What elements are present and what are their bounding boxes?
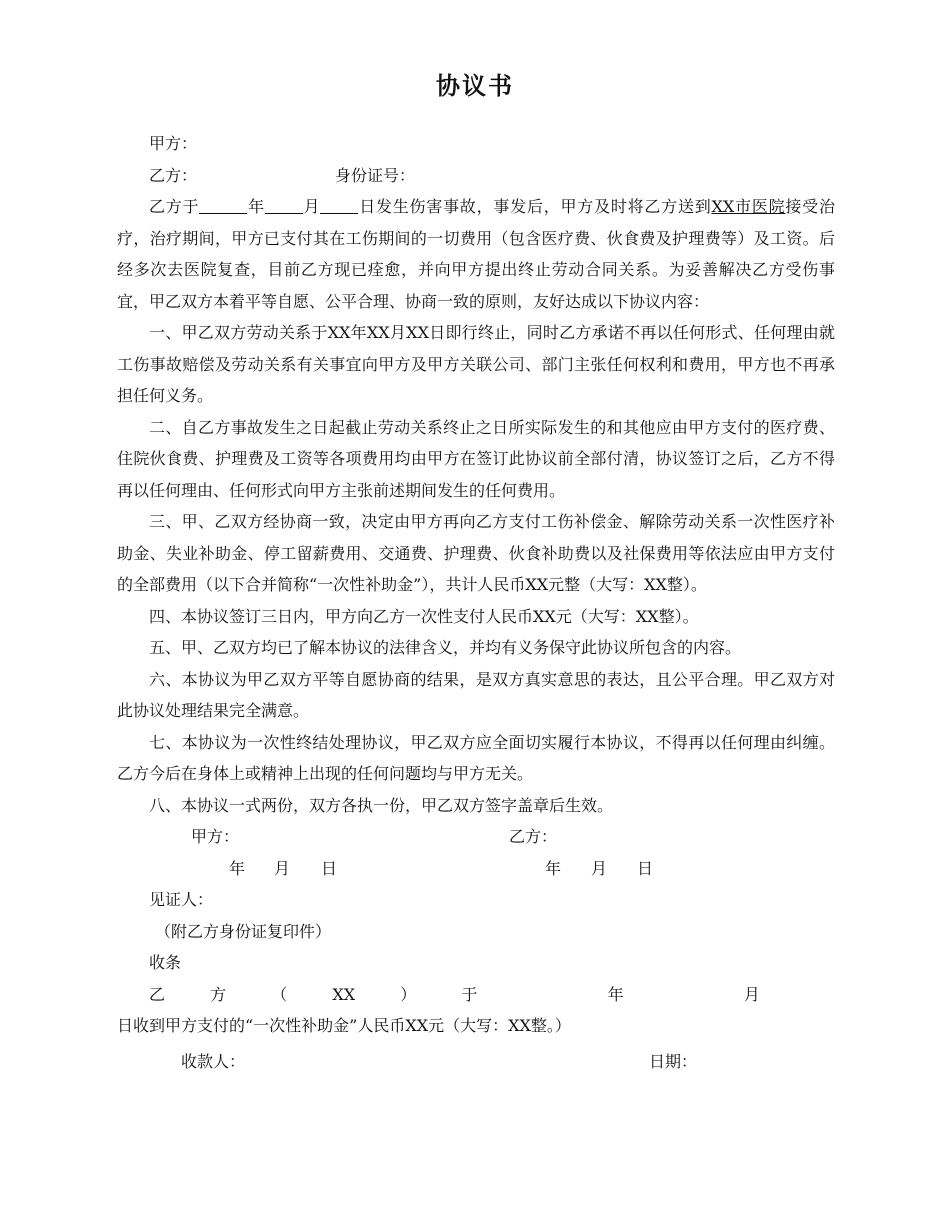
intro-paragraph (117, 191, 835, 317)
blank-day (320, 197, 358, 214)
signature-party-b: 乙方： (509, 827, 558, 846)
party-a-line (117, 128, 835, 160)
receipt-sign-row (117, 1046, 835, 1078)
clause-5: 五、甲、乙双方均已了解本协议的法律含义，并均有义务保守此协议所包含的内容。 (149, 638, 742, 657)
sign-b-year: 年 (545, 858, 562, 878)
attachment-note: （附乙方身份证复印件） (155, 921, 332, 941)
signature-parties-row (117, 821, 835, 853)
witness-line (117, 884, 835, 916)
clause-1: 一、甲乙双方劳动关系于XX年XX月XX日即行终止，同时乙方承诺不再以任何形式、任何理由就工伤事故赔偿及劳动关系有关事宜向甲方及甲方关联公司、部门主张任何权利和费用，甲方也不再承担任何义务。 (117, 323, 835, 405)
intro-month: 月 (302, 197, 321, 216)
party-b-line (117, 160, 835, 192)
clause-8: 八、本协议一式两份，双方各执一份，甲乙双方签字盖章后生效。 (149, 795, 614, 815)
clause-4: 四、本协议签订三日内，甲方向乙方一次性支付人民币XX元（大写：XX整）。 (149, 606, 699, 626)
receipt-prefix: 乙方（XX）于 (149, 984, 523, 1004)
document-body (117, 128, 835, 1077)
clause-2: 二、自乙方事故发生之日起截止劳动关系终止之日所实际发生的和其他应由甲方支付的医疗费、住院伙食费、护理费及工资等各项费用均由甲方在签订此协议前全部付清，协议签订之后，乙方不得再以任何理由、任何形式向甲方主张前述期间发生的任何费用。 (117, 417, 835, 500)
signature-party-a: 甲方： (191, 827, 240, 846)
clause-3: 三、甲、乙双方经协商一致，决定由甲方再向乙方支付工伤补偿金、解除劳动关系一次性医疗补助金、失业补助金、停工留薪费用、交通费、护理费、伙食补助费以及社保费用等依法应由甲方支付的全部费用（以下合并简称“一次性补助金”），共计人民币XX元整（大写：XX整）。 (117, 512, 835, 594)
hospital-name: XX市医院 (711, 197, 786, 216)
blank-month (265, 197, 303, 214)
receipt-title: 收条 (149, 953, 182, 972)
receipt-month: 月 (698, 984, 805, 1004)
witness-label: 见证人： (149, 890, 214, 909)
receipt-paragraph (117, 979, 835, 1042)
party-b-label: 乙方： (149, 165, 198, 185)
blank-year (199, 197, 247, 214)
intro-year: 年 (247, 197, 265, 216)
clause-6: 六、本协议为甲乙双方平等自愿协商的结果，是双方真实意思的表达，且公平合理。甲乙双方对此协议处理结果完全满意。 (117, 669, 835, 720)
id-card-label: 身份证号： (335, 165, 416, 185)
payee-label: 收款人： (181, 1051, 246, 1071)
receipt-date-label: 日期： (649, 1051, 698, 1071)
sign-a-year: 年 (229, 858, 246, 878)
sign-b-month: 月 (591, 858, 608, 878)
receipt-text: 日收到甲方支付的“一次性补助金”人民币XX元（大写：XX整。） (117, 1016, 571, 1035)
document-title: 协议书 (436, 71, 514, 100)
sign-a-month: 月 (274, 858, 291, 878)
signature-date-row (117, 853, 835, 885)
receipt-year: 年 (562, 984, 669, 1004)
sign-b-day: 日 (637, 858, 654, 878)
intro-day-suffix: 日发生伤害事故，事发后，甲方及时将乙方送到 (358, 197, 712, 216)
clause-7: 七、本协议为一次性终结处理协议，甲乙双方应全面切实履行本协议，不得再以任何理由纠缠。乙方今后在身体上或精神上出现的任何问题均与甲方无关。 (117, 732, 835, 783)
party-a-label: 甲方： (149, 134, 198, 153)
sign-a-day: 日 (321, 858, 338, 878)
intro-rest: 接受治疗，治疗期间，甲方已支付其在工伤期间的一切费用（包含医疗费、伙食费及护理费等）及工资。后经多次去医院复查，目前乙方现已痊愈，并向甲方提出终止劳动合同关系。为妥善解决乙方受伤事宜，甲乙双方本着平等自愿、公平合理、协商一致的原则，友好达成以下协议内容： (117, 197, 835, 311)
intro-prefix: 乙方于 (149, 197, 200, 216)
